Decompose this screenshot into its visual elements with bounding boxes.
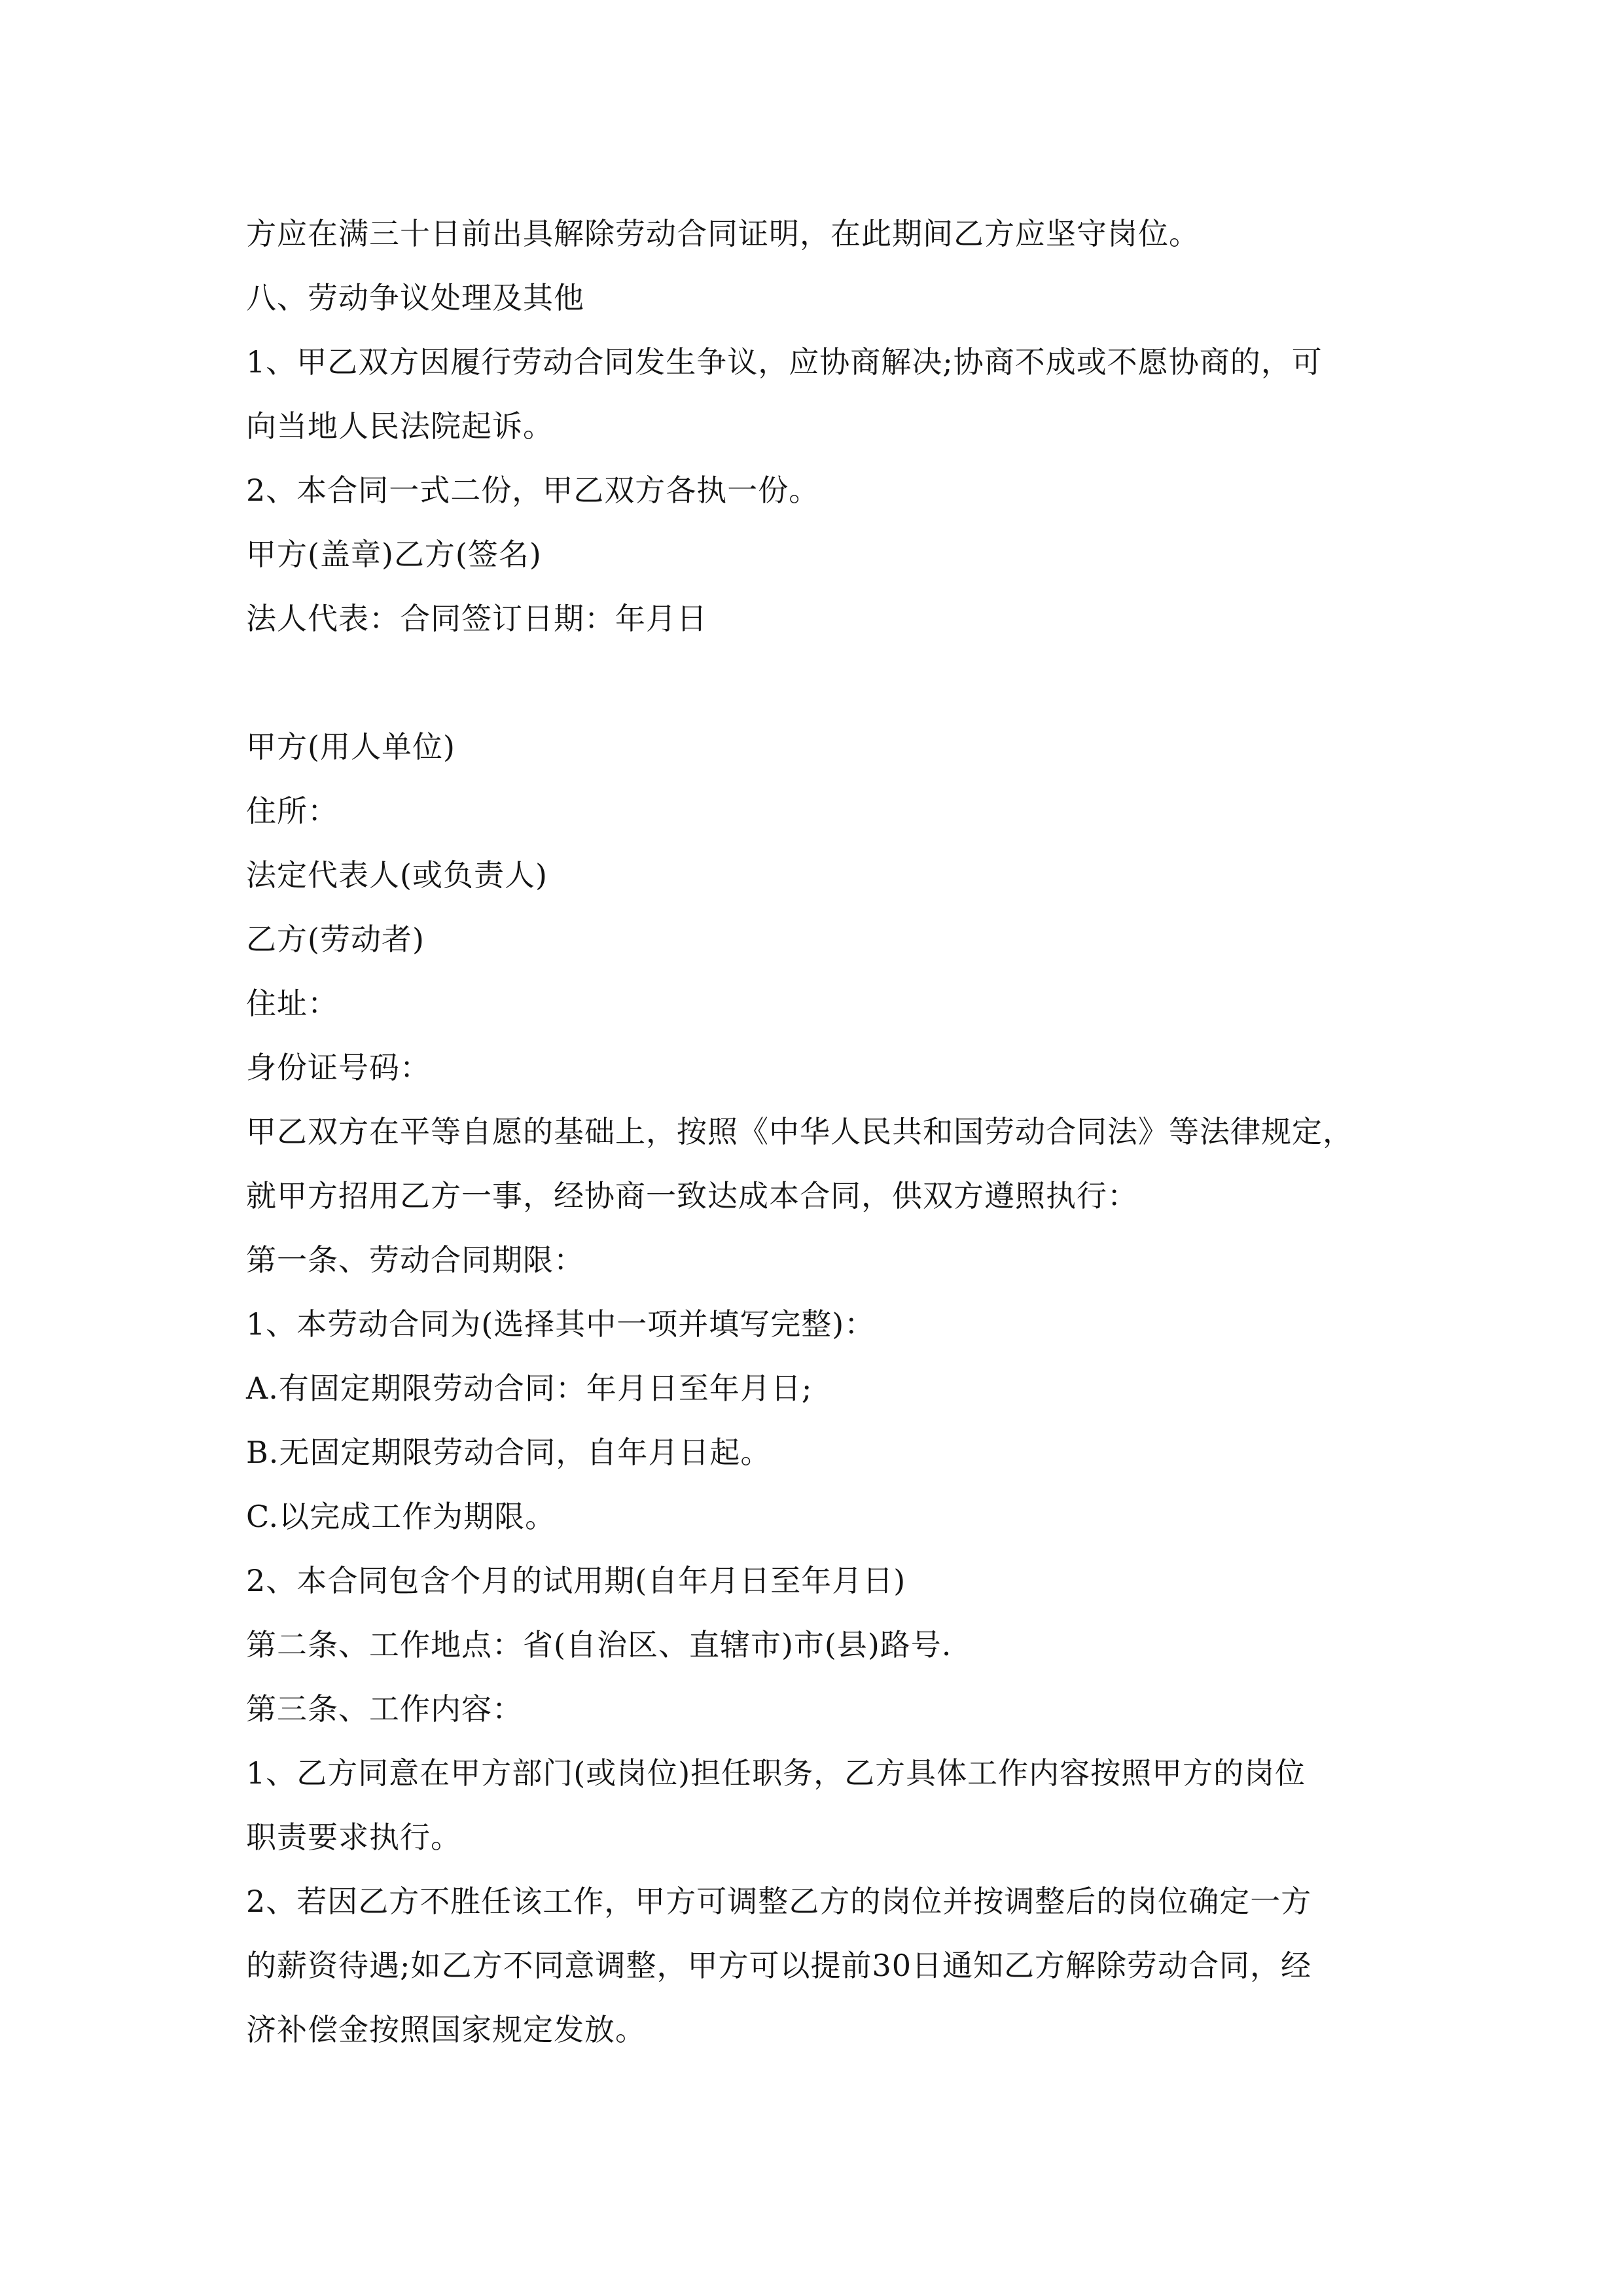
article-1-item-2: 2、本合同包含个月的试用期(自年月日至年月日) (246, 1563, 906, 1598)
article-3-item-2-cont-1: 的薪资待遇;如乙方不同意调整，甲方可以提前30日通知乙方解除劳动合同，经 (246, 1948, 1312, 1983)
article-1-heading: 第一条、劳动合同期限： (246, 1242, 584, 1278)
article-2-heading: 第二条、工作地点：省(自治区、直辖市)市(县)路号. (246, 1627, 952, 1662)
article-3-item-2: 2、若因乙方不胜任该工作，甲方可调整乙方的岗位并按调整后的岗位确定一方 (246, 1884, 1312, 1919)
party-a-label: 甲方(用人单位) (246, 729, 455, 764)
text-line-copies: 2、本合同一式二份，甲乙双方各执一份。 (246, 473, 820, 508)
preamble-line-2: 就甲方招用乙方一事，经协商一致达成本合同，供双方遵照执行： (246, 1178, 1138, 1213)
signature-line: 甲方(盖章)乙方(签名) (246, 537, 542, 572)
article-3-item-1-cont: 职责要求执行。 (246, 1820, 461, 1855)
preamble-line-1: 甲乙双方在平等自愿的基础上，按照《中华人民共和国劳动合同法》等法律规定， (246, 1114, 1353, 1149)
id-number-label: 身份证号码： (246, 1050, 431, 1085)
article-1-option-c: C.以完成工作为期限。 (246, 1499, 556, 1534)
party-a-address-label: 住所： (246, 793, 338, 829)
text-line-termination-proof: 方应在满三十日前出具解除劳动合同证明，在此期间乙方应坚守岗位。 (246, 216, 1200, 251)
article-3-item-2-cont-2: 济补偿金按照国家规定发放。 (246, 2012, 646, 2047)
article-3-item-1: 1、乙方同意在甲方部门(或岗位)担任职务，乙方具体工作内容按照甲方的岗位 (246, 1755, 1306, 1791)
party-b-label: 乙方(劳动者) (246, 922, 425, 957)
section-heading-dispute: 八、劳动争议处理及其他 (246, 280, 584, 315)
article-1-option-a: A.有固定期限劳动合同：年月日至年月日; (246, 1371, 813, 1406)
article-3-heading: 第三条、工作内容： (246, 1691, 523, 1727)
document-body (246, 202, 1398, 2062)
text-line-dispute-1: 1、甲乙双方因履行劳动合同发生争议，应协商解决;协商不成或不愿协商的，可 (246, 344, 1323, 380)
legal-representative-label: 法定代表人(或负责人) (246, 857, 548, 893)
text-line-dispute-1-cont: 向当地人民法院起诉。 (246, 408, 554, 444)
article-1-item-1: 1、本劳动合同为(选择其中一项并填写完整)： (246, 1306, 876, 1342)
party-b-address-label: 住址： (246, 986, 338, 1021)
article-1-option-b: B.无固定期限劳动合同，自年月日起。 (246, 1435, 772, 1470)
legal-rep-date-line: 法人代表：合同签订日期：年月日 (246, 601, 707, 636)
blank-gap (246, 651, 1398, 715)
